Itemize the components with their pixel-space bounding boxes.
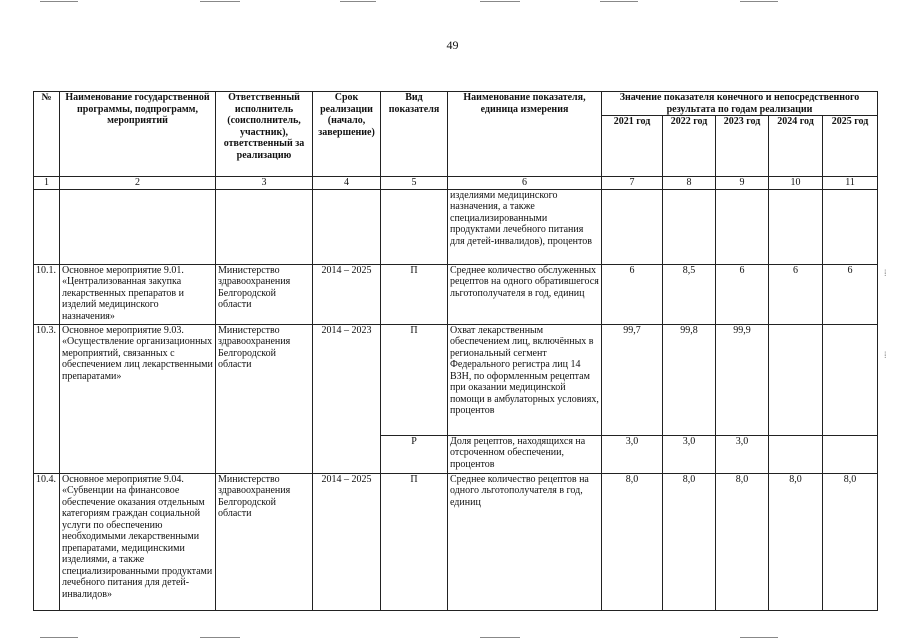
column-number: 5 — [381, 177, 448, 190]
responsible-cell: Министерство здравоохранения Белгородской области — [216, 264, 313, 324]
column-number: 11 — [823, 177, 878, 190]
cell-empty — [381, 189, 448, 264]
header-type: Вид показателя — [381, 92, 448, 177]
header-no: № — [34, 92, 60, 177]
page-number: 49 — [446, 38, 459, 52]
indicator-cell: Среднее количество обслуженных рецептов на одного обратившегося льготополучателя в год, единиц — [448, 264, 602, 324]
type-cell: П — [381, 324, 448, 435]
row-number: 10.3. — [34, 324, 60, 473]
row-number: 10.1. — [34, 264, 60, 324]
header-year: 2023 год — [716, 116, 769, 177]
indicator-cell: Охват лекарственным обеспечением лиц, включённых в региональный сегмент Федерального регистра лиц 14 ВЗН, по оформленным рецептам при оказании медицинской помощи в амбулаторных условиях, процентов — [448, 324, 602, 435]
value-2024: 8,0 — [769, 473, 823, 610]
value-2025: 8,0 — [823, 473, 878, 610]
column-number: 2 — [60, 177, 216, 190]
scan-edge-mark — [340, 1, 376, 2]
column-number: 7 — [602, 177, 663, 190]
scan-speck: ⁞ — [884, 268, 887, 278]
table-row-10-1 — [34, 264, 878, 324]
scan-edge-mark — [740, 1, 778, 2]
column-number: 9 — [716, 177, 769, 190]
header-year: 2021 год — [602, 116, 663, 177]
value-2021: 3,0 — [602, 435, 663, 473]
responsible-cell: Министерство здравоохранения Белгородской области — [216, 324, 313, 473]
cell-empty — [602, 189, 663, 264]
value-2025: 6 — [823, 264, 878, 324]
indicator-cell: изделиями медицинского назначения, а также специализированными продуктами лечебного питания для детей-инвалидов), процентов — [448, 189, 602, 264]
measure-name: Основное мероприятие 9.04. «Субвенции на финансовое обеспечение оказания отдельным категориям граждан социальной услуги по обеспечению необходимыми лекарственными препаратами, медицинскими изделиями, а также специализированными продуктами лечебного питания для детей-инвалидов» — [60, 473, 216, 610]
cell-empty — [823, 189, 878, 264]
column-number: 4 — [313, 177, 381, 190]
term-cell: 2014 – 2023 — [313, 324, 381, 473]
cell-empty — [716, 189, 769, 264]
type-cell: П — [381, 473, 448, 610]
scan-edge-mark — [200, 637, 240, 638]
value-2024 — [769, 324, 823, 435]
value-2021: 99,7 — [602, 324, 663, 435]
indicator-cell: Доля рецептов, находящихся на отсроченном обеспечении, процентов — [448, 435, 602, 473]
table-row-continued — [34, 189, 878, 264]
column-number: 1 — [34, 177, 60, 190]
header-term: Срок реализации (начало, завершение) — [313, 92, 381, 177]
type-cell: П — [381, 264, 448, 324]
cell-empty — [769, 189, 823, 264]
value-2024 — [769, 435, 823, 473]
measure-name: Основное мероприятие 9.03. «Осуществление организационных мероприятий, связанных с обеспечением лиц лекарственными препаратами» — [60, 324, 216, 473]
column-number: 8 — [663, 177, 716, 190]
column-number: 3 — [216, 177, 313, 190]
value-2023: 6 — [716, 264, 769, 324]
scan-edge-mark — [600, 1, 638, 2]
header-year: 2024 год — [769, 116, 823, 177]
column-number: 6 — [448, 177, 602, 190]
value-2024: 6 — [769, 264, 823, 324]
cell-empty — [60, 189, 216, 264]
value-2022: 8,0 — [663, 473, 716, 610]
cell-empty — [34, 189, 60, 264]
header-indicator: Наименование показателя, единица измерения — [448, 92, 602, 177]
scan-edge-mark — [40, 637, 78, 638]
cell-empty — [313, 189, 381, 264]
header-values: Значение показателя конечного и непосредственного результата по годам реализации — [602, 92, 878, 116]
scan-edge-mark — [480, 1, 520, 2]
row-number: 10.4. — [34, 473, 60, 610]
scan-edge-mark — [200, 1, 240, 2]
scan-speck: ⁞ — [884, 350, 887, 360]
scan-edge-mark — [740, 637, 778, 638]
value-2023: 8,0 — [716, 473, 769, 610]
header-year: 2025 год — [823, 116, 878, 177]
table-row-10-4 — [34, 473, 878, 610]
value-2025 — [823, 324, 878, 435]
responsible-cell: Министерство здравоохранения Белгородской области — [216, 473, 313, 610]
column-number-row — [34, 177, 878, 190]
indicator-cell: Среднее количество рецептов на одного льготополучателя в год, единиц — [448, 473, 602, 610]
program-indicators-table — [33, 91, 878, 611]
header-year: 2022 год — [663, 116, 716, 177]
column-number: 10 — [769, 177, 823, 190]
value-2021: 6 — [602, 264, 663, 324]
cell-empty — [216, 189, 313, 264]
measure-name: Основное мероприятие 9.01. «Централизованная закупка лекарственных препаратов и изделий медицинского назначения» — [60, 264, 216, 324]
scan-edge-mark — [480, 637, 520, 638]
table-row-10-3 — [34, 324, 878, 435]
type-cell: Р — [381, 435, 448, 473]
value-2022: 3,0 — [663, 435, 716, 473]
value-2021: 8,0 — [602, 473, 663, 610]
header-name: Наименование государственной программы, подпрограмм, мероприятий — [60, 92, 216, 177]
value-2023: 99,9 — [716, 324, 769, 435]
value-2023: 3,0 — [716, 435, 769, 473]
term-cell: 2014 – 2025 — [313, 264, 381, 324]
value-2025 — [823, 435, 878, 473]
value-2022: 8,5 — [663, 264, 716, 324]
scan-edge-mark — [40, 1, 78, 2]
header-responsible: Ответственный исполнитель (соисполнитель, участник), ответственный за реализацию — [216, 92, 313, 177]
term-cell: 2014 – 2025 — [313, 473, 381, 610]
cell-empty — [663, 189, 716, 264]
header-row — [34, 92, 878, 116]
value-2022: 99,8 — [663, 324, 716, 435]
